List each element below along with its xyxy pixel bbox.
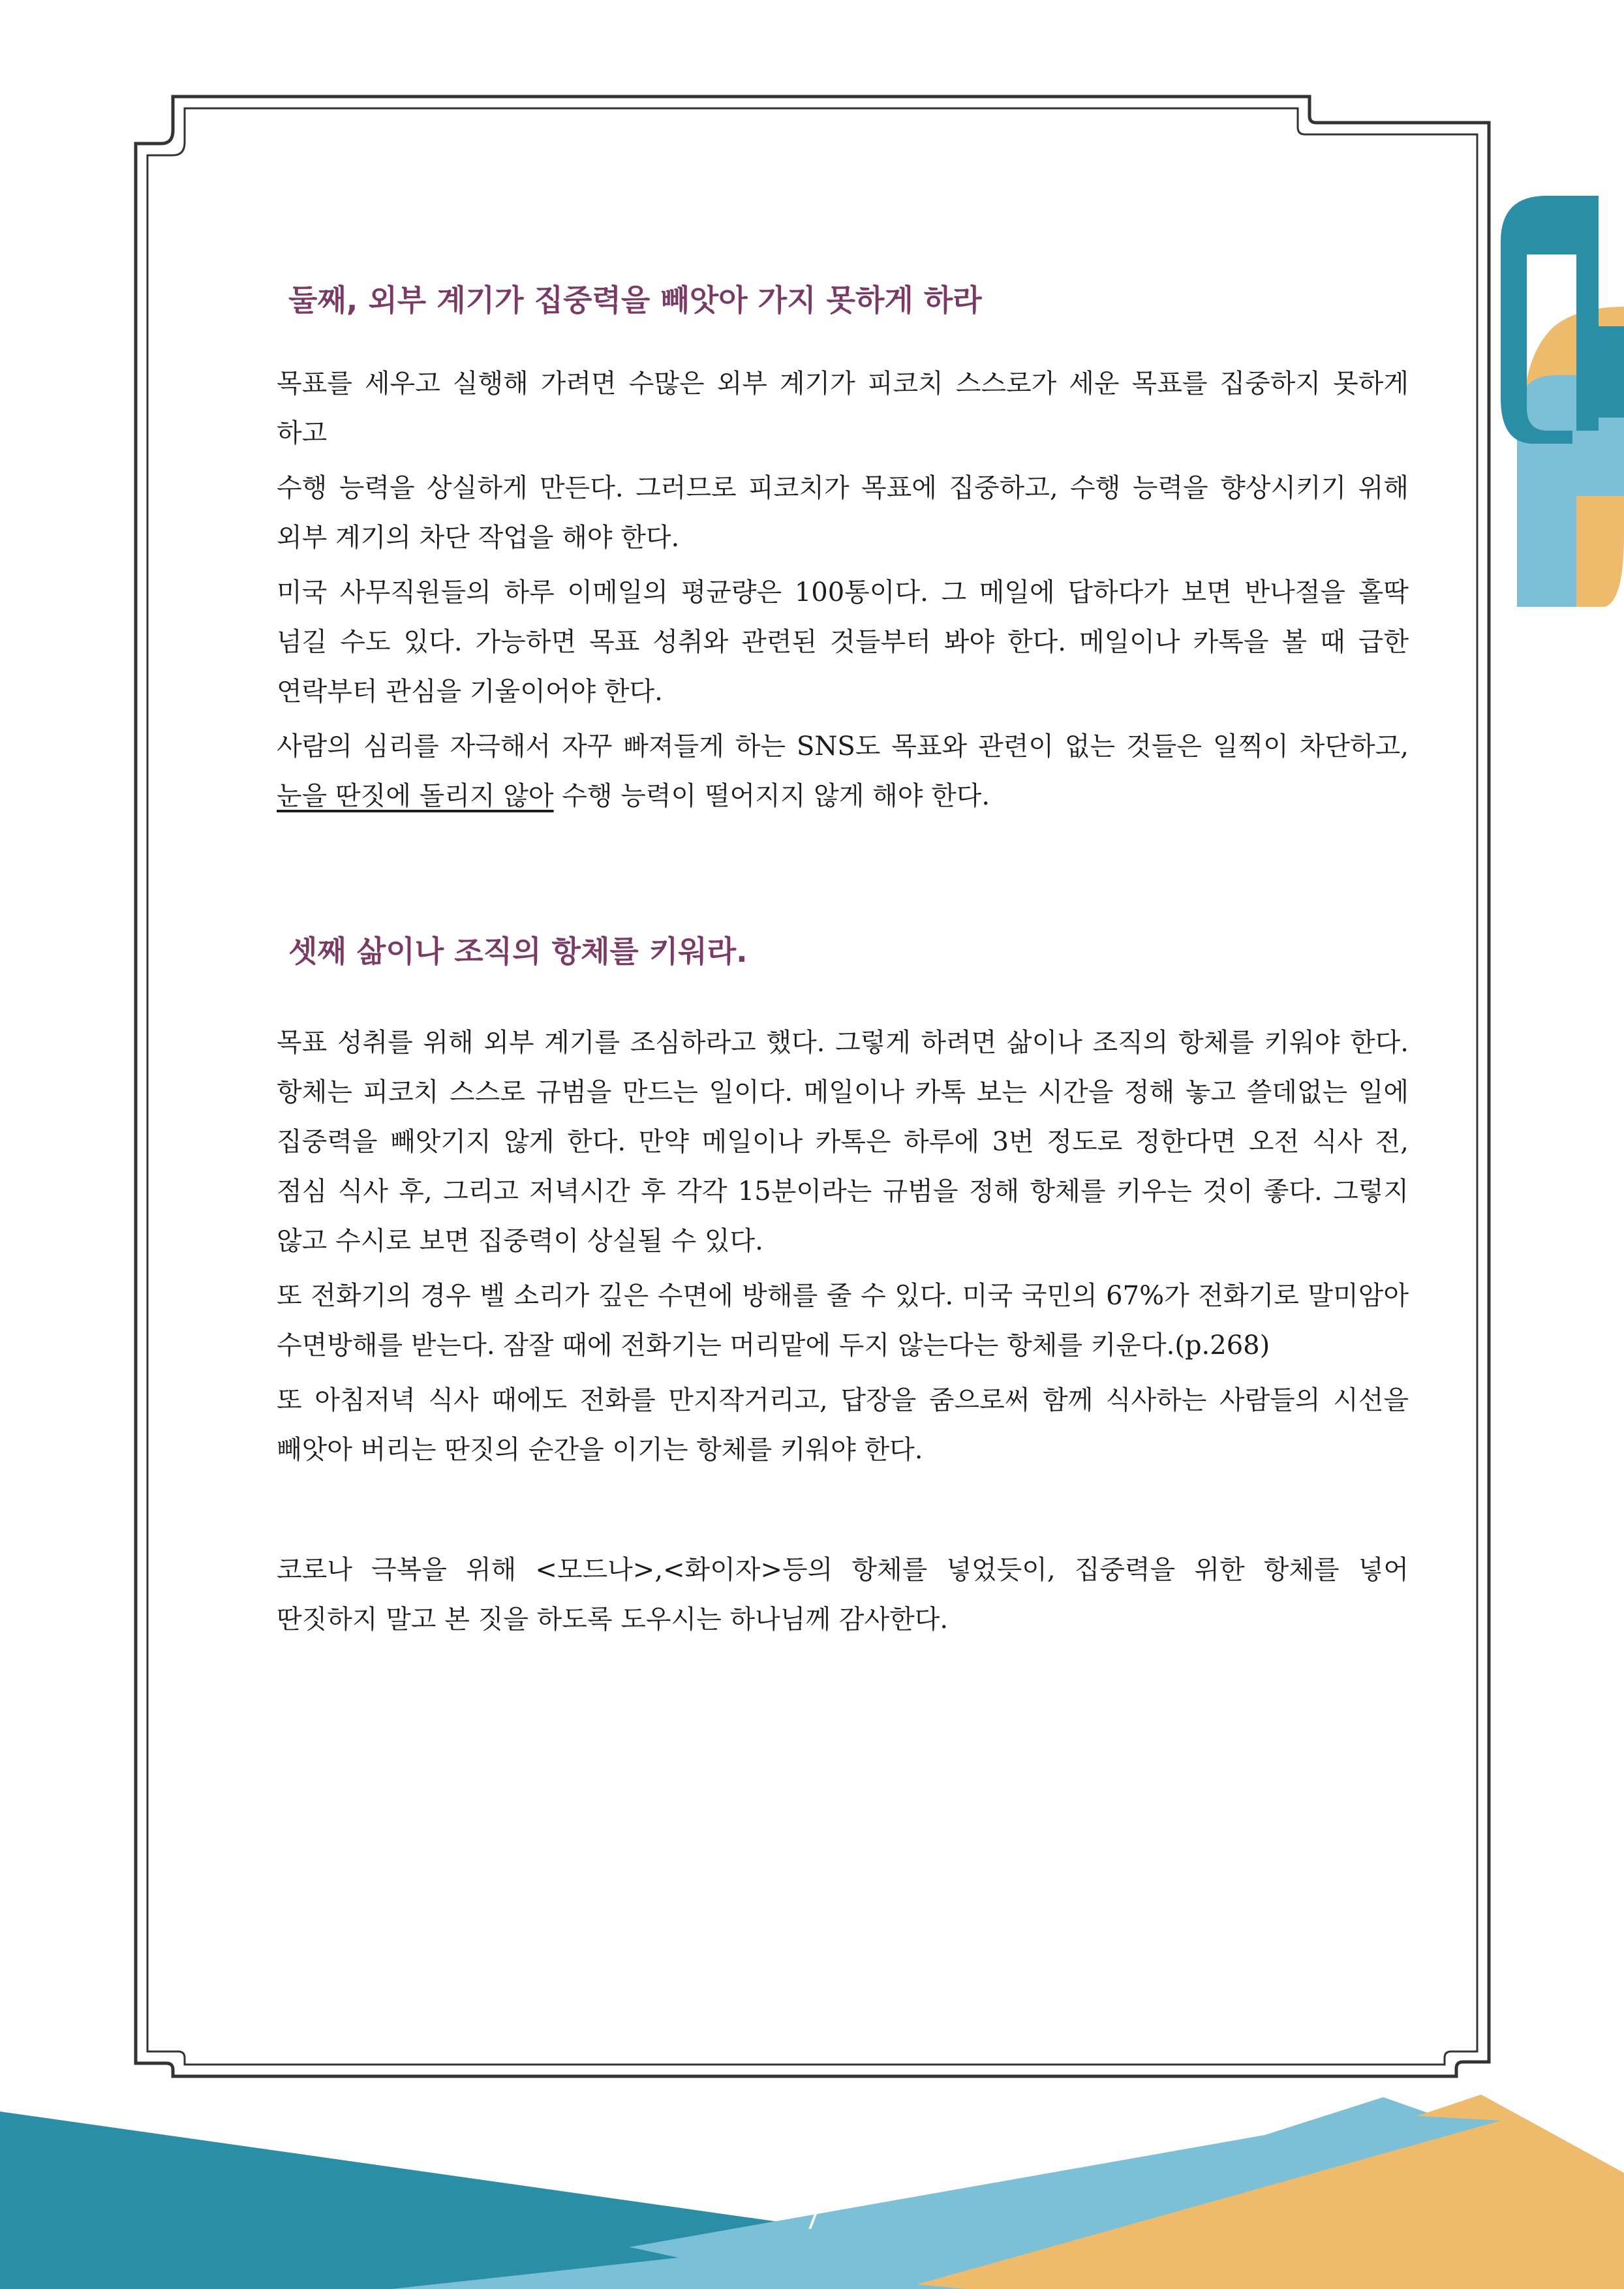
paragraph-with-underline: [277, 722, 1409, 821]
spacer: [277, 1480, 1409, 1545]
underlined-phrase: 눈을 딴짓에 돌리지 않아: [277, 781, 554, 811]
section-heading: 셋째 삶이나 조직의 항체를 키워라.: [288, 934, 748, 969]
paragraph: 또 아침저녁 식사 때에도 전화를 만지작거리고, 답장을 줌으로써 함께 식사하는 사람들의 시선을 빼앗아 버리는 딴짓의 순간을 이기는 항체를 키워야 한다.: [277, 1385, 1409, 1465]
page-number: 7: [804, 2206, 820, 2235]
paragraph: 수행 능력을 상실하게 만든다. 그러므로 피코치가 목표에 집중하고, 수행 능력을 향상시키기 위해 외부 계기의 차단 작업을 해야 한다.: [277, 473, 1409, 553]
text-segment: 사람의 심리를 자극해서 자꾸 빠져들게 하는 SNS도 목표와 관련이 없는 것들은 일찍이 차단하고,: [277, 731, 1409, 761]
section-third-point: [277, 932, 1409, 1644]
paragraph: 미국 사무직원들의 하루 이메일의 평균량은 100통이다. 그 메일에 답하다가 보면 반나절을 홀딱 넘길 수도 있다. 가능하면 목표 성취와 관련된 것들부터 봐야 한다. 메일이나 카톡을 볼 때 급한 연락부터 관심을 기울이어야 한다.: [277, 577, 1409, 707]
main-content: [277, 281, 1409, 1650]
paragraph: 또 전화기의 경우 벨 소리가 깊은 수면에 방해를 줄 수 있다. 미국 국민의 67%가 전화기로 말미암아 수면방해를 받는다. 잠잘 때에 전화기는 머리맡에 두지 않는다는 항체를 키운다.(p.268): [277, 1281, 1409, 1360]
paragraph: 목표를 세우고 실행해 가려면 수많은 외부 계기가 피코치 스스로가 세운 목표를 집중하지 못하게 하고: [277, 369, 1409, 448]
section-heading: 둘째, 외부 계기가 집중력을 빼앗아 가지 못하게 하라: [288, 283, 982, 318]
section-second-point: [277, 281, 1409, 821]
paragraph: 목표 성취를 위해 외부 계기를 조심하라고 했다. 그렇게 하려면 삶이나 조직의 항체를 키워야 한다. 항체는 피코치 스스로 규범을 만드는 일이다. 메일이나 카톡 보는 시간을 정해 놓고 쓸데없는 일에 집중력을 빼앗기지 않게 한다. 만약 메일이나 카톡은 하루에 3번 정도로 정한다면 오전 식사 전, 점심 식사 후, 그리고 저녁시간 후 각각 15분이라는 규범을 정해 항체를 키우는 것이 좋다. 그렇지 않고 수시로 보면 집중력이 상실될 수 있다.: [277, 1028, 1409, 1256]
text-segment: 수행 능력이 떨어지지 않게 해야 한다.: [553, 781, 990, 811]
closing-paragraph: 코로나 극복을 위해 <모드나>,<화이자>등의 항체를 넣었듯이, 집중력을 위한 항체를 넣어 딴짓하지 말고 본 짓을 하도록 도우시는 하나님께 감사한다.: [277, 1555, 1409, 1635]
